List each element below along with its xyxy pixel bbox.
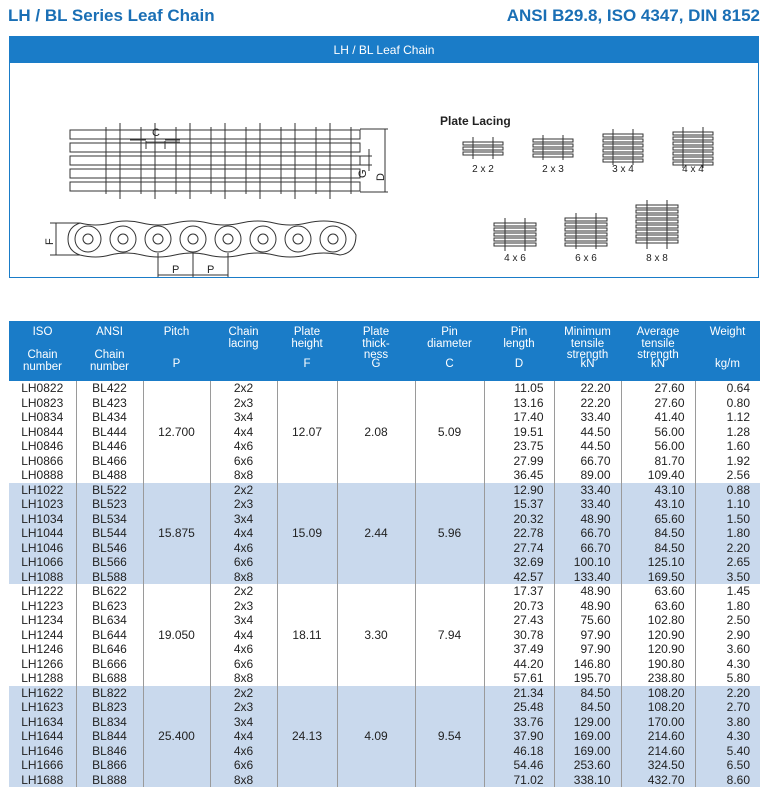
drawing-panel-title: LH / BL Leaf Chain [10,37,758,63]
avg-tensile-strength: 214.60 [621,744,695,759]
weight: 2.50 [695,613,760,628]
avg-tensile-strength: 84.50 [621,526,695,541]
plate-lacing-title: Plate Lacing [440,114,511,128]
weight: 3.50 [695,570,760,585]
ansi-chain-number: BL644 [76,628,143,643]
pin-length: 42.57 [484,570,554,585]
iso-chain-number: LH1222 [9,584,76,599]
weight: 2.90 [695,628,760,643]
pin-length: 20.32 [484,512,554,527]
lacing-label: 3 x 4 [612,164,634,175]
ansi-chain-number: BL888 [76,773,143,788]
ansi-chain-number: BL566 [76,555,143,570]
min-tensile-strength: 84.50 [554,700,621,715]
ansi-chain-number: BL623 [76,599,143,614]
ansi-chain-number: BL488 [76,468,143,483]
iso-chain-number: LH1223 [9,599,76,614]
ansi-chain-number: BL546 [76,541,143,556]
weight: 1.80 [695,526,760,541]
chain-lacing: 2x2 [210,584,277,599]
chain-lacing: 2x3 [210,497,277,512]
pin-diameter-value: 5.96 [415,483,484,585]
iso-chain-number: LH1023 [9,497,76,512]
min-tensile-strength: 33.40 [554,483,621,498]
iso-chain-number: LH0846 [9,439,76,454]
min-tensile-strength: 22.20 [554,381,621,396]
iso-chain-number: LH1234 [9,613,76,628]
pin-length: 19.51 [484,425,554,440]
weight: 1.28 [695,425,760,440]
pin-length: 22.78 [484,526,554,541]
chain-lacing: 4x6 [210,439,277,454]
col-header: Chain lacing [228,326,259,350]
col-header: Pin length D [503,326,535,370]
chain-lacing: 2x2 [210,483,277,498]
ansi-chain-number: BL523 [76,497,143,512]
iso-chain-number: LH1022 [9,483,76,498]
min-tensile-strength: 133.40 [554,570,621,585]
weight: 1.50 [695,512,760,527]
lacing-label: 4 x 4 [682,164,704,175]
weight: 2.20 [695,541,760,556]
lacing-label: 4 x 6 [504,253,526,264]
chain-lacing: 6x6 [210,454,277,469]
iso-chain-number: LH0888 [9,468,76,483]
iso-chain-number: LH1288 [9,671,76,686]
min-tensile-strength: 75.60 [554,613,621,628]
iso-chain-number: LH1034 [9,512,76,527]
pin-length: 13.16 [484,396,554,411]
weight: 0.64 [695,381,760,396]
table-row [9,584,760,599]
page-title: LH / BL Series Leaf Chain [8,6,215,25]
plate-height-value: 15.09 [277,483,337,585]
leaf-chain-drawing [10,63,758,277]
dim-c-label: C [152,127,160,139]
iso-chain-number: LH1622 [9,686,76,701]
lacing-4x4-icon [673,127,713,168]
avg-tensile-strength: 43.10 [621,497,695,512]
weight: 1.92 [695,454,760,469]
pitch-value: 15.875 [143,483,210,585]
iso-chain-number: LH0834 [9,410,76,425]
min-tensile-strength: 169.00 [554,744,621,759]
min-tensile-strength: 89.00 [554,468,621,483]
standards-title: ANSI B29.8, ISO 4347, DIN 8152 [506,6,760,25]
chain-lacing: 4x6 [210,541,277,556]
plate-thickness-value: 4.09 [337,686,415,788]
min-tensile-strength: 146.80 [554,657,621,672]
ansi-chain-number: BL422 [76,381,143,396]
avg-tensile-strength: 432.70 [621,773,695,788]
chain-lacing: 8x8 [210,671,277,686]
spec-table [9,321,760,787]
ansi-chain-number: BL866 [76,758,143,773]
ansi-chain-number: BL634 [76,613,143,628]
min-tensile-strength: 22.20 [554,396,621,411]
chain-lacing: 2x3 [210,599,277,614]
min-tensile-strength: 48.90 [554,584,621,599]
iso-chain-number: LH1623 [9,700,76,715]
chain-lacing: 8x8 [210,570,277,585]
chain-lacing: 6x6 [210,758,277,773]
avg-tensile-strength: 169.50 [621,570,695,585]
col-header: Plate thick- ness G [362,326,390,370]
lacing-icons [463,127,713,251]
avg-tensile-strength: 238.80 [621,671,695,686]
pin-length: 57.61 [484,671,554,686]
plate-height-value: 18.11 [277,584,337,686]
avg-tensile-strength: 81.70 [621,454,695,469]
ansi-chain-number: BL846 [76,744,143,759]
pin-length: 27.99 [484,454,554,469]
weight: 3.60 [695,642,760,657]
avg-tensile-strength: 125.10 [621,555,695,570]
avg-tensile-strength: 56.00 [621,439,695,454]
chain-lacing: 4x4 [210,729,277,744]
pin-length: 20.73 [484,599,554,614]
avg-tensile-strength: 120.90 [621,628,695,643]
chain-lacing: 3x4 [210,410,277,425]
weight: 1.12 [695,410,760,425]
pin-length: 37.90 [484,729,554,744]
ansi-chain-number: BL466 [76,454,143,469]
avg-tensile-strength: 63.60 [621,599,695,614]
chain-lacing: 4x4 [210,628,277,643]
pin-length: 36.45 [484,468,554,483]
chain-lacing: 3x4 [210,613,277,628]
avg-tensile-strength: 109.40 [621,468,695,483]
avg-tensile-strength: 27.60 [621,381,695,396]
iso-chain-number: LH0822 [9,381,76,396]
lacing-3x4-icon [603,129,643,165]
min-tensile-strength: 338.10 [554,773,621,788]
weight: 1.60 [695,439,760,454]
pin-length: 71.02 [484,773,554,788]
avg-tensile-strength: 56.00 [621,425,695,440]
iso-chain-number: LH1266 [9,657,76,672]
min-tensile-strength: 33.40 [554,410,621,425]
pin-length: 15.37 [484,497,554,512]
iso-chain-number: LH0866 [9,454,76,469]
weight: 0.88 [695,483,760,498]
avg-tensile-strength: 214.60 [621,729,695,744]
avg-tensile-strength: 102.80 [621,613,695,628]
weight: 8.60 [695,773,760,788]
min-tensile-strength: 169.00 [554,729,621,744]
avg-tensile-strength: 190.80 [621,657,695,672]
lacing-6x6-icon [565,213,607,249]
min-tensile-strength: 97.90 [554,642,621,657]
iso-chain-number: LH0844 [9,425,76,440]
ansi-chain-number: BL534 [76,512,143,527]
pitch-value: 12.700 [143,381,210,483]
chain-lacing: 8x8 [210,468,277,483]
weight: 2.70 [695,700,760,715]
min-tensile-strength: 253.60 [554,758,621,773]
col-header: Minimum tensile strength kN [564,326,611,370]
weight: 0.80 [695,396,760,411]
plate-height-value: 24.13 [277,686,337,788]
pin-length: 37.49 [484,642,554,657]
pin-length: 54.46 [484,758,554,773]
plate-thickness-value: 2.44 [337,483,415,585]
lacing-4x6-icon [494,218,536,251]
ansi-chain-number: BL522 [76,483,143,498]
table-row [9,686,760,701]
chain-front-view [68,221,356,257]
iso-chain-number: LH1688 [9,773,76,788]
chain-lacing: 6x6 [210,555,277,570]
pin-diameter-value: 7.94 [415,584,484,686]
dim-p-label-1: P [172,264,180,276]
dim-f-label: F [44,238,56,245]
pin-length: 17.37 [484,584,554,599]
ansi-chain-number: BL588 [76,570,143,585]
min-tensile-strength: 44.50 [554,425,621,440]
min-tensile-strength: 44.50 [554,439,621,454]
lacing-8x8-icon [636,200,678,249]
min-tensile-strength: 66.70 [554,541,621,556]
pin-length: 21.34 [484,686,554,701]
ansi-chain-number: BL434 [76,410,143,425]
lacing-label: 2 x 2 [472,164,494,175]
weight: 3.80 [695,715,760,730]
ansi-chain-number: BL444 [76,425,143,440]
ansi-chain-number: BL822 [76,686,143,701]
dim-g-label: G [357,169,369,178]
weight: 4.30 [695,729,760,744]
col-header: Average tensile strength kN [636,326,680,370]
chain-lacing: 4x6 [210,744,277,759]
iso-chain-number: LH1046 [9,541,76,556]
iso-chain-number: LH1634 [9,715,76,730]
avg-tensile-strength: 65.60 [621,512,695,527]
col-header: Plate height F [291,326,323,370]
ansi-chain-number: BL823 [76,700,143,715]
ansi-chain-number: BL688 [76,671,143,686]
lacing-label: 6 x 6 [575,253,597,264]
min-tensile-strength: 195.70 [554,671,621,686]
chain-lacing: 2x3 [210,396,277,411]
min-tensile-strength: 33.40 [554,497,621,512]
chain-lacing: 3x4 [210,512,277,527]
chain-lacing: 2x2 [210,381,277,396]
min-tensile-strength: 48.90 [554,512,621,527]
pin-length: 25.48 [484,700,554,715]
lacing-label: 2 x 3 [542,164,564,175]
dim-d-label: D [375,173,387,181]
chain-lacing: 2x3 [210,700,277,715]
weight: 2.56 [695,468,760,483]
pin-length: 30.78 [484,628,554,643]
pin-length: 23.75 [484,439,554,454]
iso-chain-number: LH1088 [9,570,76,585]
dim-p-label-2: P [207,264,215,276]
min-tensile-strength: 97.90 [554,628,621,643]
table-body [9,381,760,787]
col-header: ANSI Chain number [90,326,129,373]
iso-chain-number: LH1066 [9,555,76,570]
lacing-label: 8 x 8 [646,253,668,264]
iso-chain-number: LH1246 [9,642,76,657]
avg-tensile-strength: 120.90 [621,642,695,657]
weight: 1.45 [695,584,760,599]
iso-chain-number: LH1644 [9,729,76,744]
pin-length: 33.76 [484,715,554,730]
iso-chain-number: LH1244 [9,628,76,643]
iso-chain-number: LH1666 [9,758,76,773]
pin-diameter-value: 9.54 [415,686,484,788]
col-header: Weight kg/m [709,326,746,370]
plate-thickness-value: 2.08 [337,381,415,483]
avg-tensile-strength: 84.50 [621,541,695,556]
chain-lacing: 4x4 [210,425,277,440]
min-tensile-strength: 84.50 [554,686,621,701]
pin-length: 46.18 [484,744,554,759]
ansi-chain-number: BL844 [76,729,143,744]
plate-thickness-value: 3.30 [337,584,415,686]
col-header: Pitch P [163,326,190,370]
ansi-chain-number: BL622 [76,584,143,599]
pin-length: 32.69 [484,555,554,570]
iso-chain-number: LH0823 [9,396,76,411]
ansi-chain-number: BL834 [76,715,143,730]
pin-length: 17.40 [484,410,554,425]
lacing-2x3-icon [533,135,573,160]
min-tensile-strength: 48.90 [554,599,621,614]
chain-lacing: 6x6 [210,657,277,672]
pin-length: 44.20 [484,657,554,672]
weight: 4.30 [695,657,760,672]
avg-tensile-strength: 108.20 [621,700,695,715]
ansi-chain-number: BL666 [76,657,143,672]
chain-lacing: 2x2 [210,686,277,701]
avg-tensile-strength: 170.00 [621,715,695,730]
ansi-chain-number: BL646 [76,642,143,657]
pin-length: 27.43 [484,613,554,628]
min-tensile-strength: 66.70 [554,454,621,469]
chain-lacing: 8x8 [210,773,277,788]
pin-length: 11.05 [484,381,554,396]
ansi-chain-number: BL423 [76,396,143,411]
chain-lacing: 4x6 [210,642,277,657]
min-tensile-strength: 100.10 [554,555,621,570]
col-header: Pin diameter C [427,326,472,370]
weight: 1.80 [695,599,760,614]
chain-lacing: 4x4 [210,526,277,541]
table-header-row [9,321,760,381]
pitch-value: 19.050 [143,584,210,686]
avg-tensile-strength: 108.20 [621,686,695,701]
pin-diameter-value: 5.09 [415,381,484,483]
table-row [9,483,760,498]
col-header: ISO Chain number [23,326,62,373]
avg-tensile-strength: 27.60 [621,396,695,411]
plate-height-value: 12.07 [277,381,337,483]
weight: 5.80 [695,671,760,686]
lacing-2x2-icon [463,137,503,159]
weight: 5.40 [695,744,760,759]
iso-chain-number: LH1044 [9,526,76,541]
table-row [9,381,760,396]
pitch-value: 25.400 [143,686,210,788]
iso-chain-number: LH1646 [9,744,76,759]
ansi-chain-number: BL544 [76,526,143,541]
chain-side-view [70,123,360,199]
weight: 6.50 [695,758,760,773]
avg-tensile-strength: 41.40 [621,410,695,425]
chain-lacing: 3x4 [210,715,277,730]
weight: 2.65 [695,555,760,570]
min-tensile-strength: 129.00 [554,715,621,730]
pin-length: 27.74 [484,541,554,556]
pin-length: 12.90 [484,483,554,498]
avg-tensile-strength: 63.60 [621,584,695,599]
avg-tensile-strength: 43.10 [621,483,695,498]
min-tensile-strength: 66.70 [554,526,621,541]
weight: 2.20 [695,686,760,701]
avg-tensile-strength: 324.50 [621,758,695,773]
drawing-panel [9,36,759,278]
weight: 1.10 [695,497,760,512]
ansi-chain-number: BL446 [76,439,143,454]
